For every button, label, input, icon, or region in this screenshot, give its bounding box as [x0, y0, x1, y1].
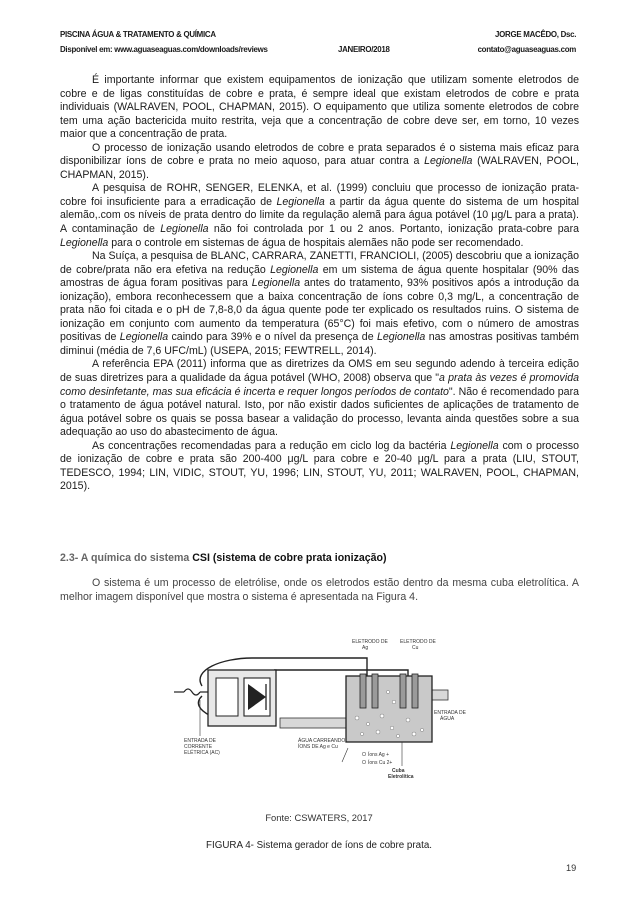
paragraph-3: A pesquisa de ROHR, SENGER, ELENKA, et al. (1999) concluiu que processo de ionização prata-cobre foi insuficiente para a erradicação de Legionella a partir da água quente do sistema de um hospital alemão,.com os níveis de prata dentro do limite da regulação alemã para água potável (10 μg/L para a prata). A contaminação de Legionella não foi controlada por 1 ou 2 anos. Portanto, ionização prata-cobre para Legionella para o controle em sistemas de água de hospitais alemães não pode ser recomendado. — [60, 182, 579, 249]
electrolytic-cell — [346, 676, 432, 742]
label-cu-2: Cu — [412, 645, 419, 651]
body-text — [60, 74, 579, 494]
header-publication: PISCINA ÁGUA & TRATAMENTO & QUÍMICA — [60, 29, 216, 39]
paragraph-5: A referência EPA (2011) informa que as diretrizes da OMS em seu segundo adendo à terceira edição de suas diretrizes para a qualidade da água potável (WHO, 2008) observa que "a prata às vezes é promovida como desinfetante, mas sua eficácia é incerta e requer longos períodos de contato". Não é recomendado para o tratamento de água potável natural. Isto, por não existir dados suficientes de aplicações de tratamento de água potável sobre os quais se possa basear a validação do processo, levanta ainda questões sobre a sua adequação ao uso do abastecimento de água. — [60, 358, 579, 439]
label-current-3: ELÉTRICA (AC) — [184, 750, 220, 756]
label-ag-2: Ag — [362, 645, 369, 651]
pipe-in — [430, 690, 448, 700]
figure-source: Fonte: CSWATERS, 2017 — [265, 812, 373, 823]
paragraph-4: Na Suíça, a pesquisa de BLANC, CARRARA, ZANETTI, FRANCIOLI, (2005) descobriu que a ionização de cobre/prata não era efetiva na redução Legionella em um sistema de água quente hospitalar (90% das amostras de água foram positivas para Legionella antes do tratamento, 93% positivos após a introdução da ionização), embora reconhecessem que a baixa concentração de íons cobre 0,3 mg/L, a concentração de prata não foi citada e o pH de 7,8-8,0 da água quente pode ter explicado os resultados ruins. O sistema de ionização em conjunto com aumento da temperatura (65°C) foi mais efetivo, com o número de amostras positivas de Legionella caindo para 39% e o nível da presença de Legionella nas amostras positivas também diminui (média de 7,6 UFC/mL) (USEPA, 2015; FEWTRELL, 2014). — [60, 250, 580, 357]
paragraph-6: As concentrações recomendadas para a redução em ciclo log da bactéria Legionella com o processo de ionização de cobre e prata são 200-400 μg/L para cobre e 20-40 μg/L para a prata (LIU, STOUT, TEDESCO, 1994; LIN, VIDIC, STOUT, YU, 1996; LIN, STOUT, YU, 2011; WALRAVEN, POOL, CHAPMAN, 2015). — [60, 439, 579, 493]
label-cuba-1: Cuba — [392, 768, 405, 774]
label-ion-cu: Íons Cu 2+ — [368, 760, 393, 766]
label-cuba-2: Eletrolítica — [388, 774, 414, 780]
label-cu-1: ELETRODO DE — [400, 639, 436, 645]
header-author: JORGE MACÊDO, Dsc. — [494, 29, 576, 39]
label-carry-1: ÁGUA CARREANDO — [298, 738, 346, 744]
header-date: JANEIRO/2018 — [338, 44, 390, 54]
label-ion-ag: Íons Ag + — [368, 752, 389, 758]
paragraph-1: É importante informar que existem equipamentos de ionização que utilizam somente eletrodos de cobre e de ligas constituídas de cobre e prata, é sempre ideal que existam eletrodos de cobre e prata individuais (WALRAVEN, POOL, CHAPMAN, 2015). O equipamento que utiliza somente eletrodos de cobre tem uma ação bactericida muito restrita, veja que a concentração de cobre deve ser, em torno, 10 vezes maior que a concentração de prata. — [60, 74, 579, 141]
electrode-cu-2 — [412, 674, 418, 708]
label-in-1: ENTRADA DE — [434, 710, 466, 716]
section-number: 2.3- A química do sistema — [60, 552, 193, 564]
header-availability: Disponível em: www.aguaseaguas.com/downloads/reviews — [60, 44, 268, 54]
figure-4-diagram — [162, 630, 474, 780]
label-current-2: CORRENTE — [184, 744, 213, 750]
page-number: 19 — [566, 863, 577, 873]
section-heading — [60, 552, 387, 564]
label-in-2: ÁGUA — [440, 716, 455, 722]
header-contact: contato@aguaseaguas.com — [477, 44, 576, 54]
electrode-ag-1 — [360, 674, 366, 708]
section-paragraph: O sistema é um processo de eletrólise, onde os eletrodos estão dentro da mesma cuba eletrolítica. A melhor imagem disponível que mostra o sistema é apresentada na Figura 4. — [60, 577, 579, 604]
section-title: CSI (sistema de cobre prata ionização) — [192, 552, 387, 564]
section-body — [60, 576, 579, 605]
electrode-cu-1 — [400, 674, 406, 708]
pipe-out — [280, 718, 346, 728]
label-ag-1: ELETRODO DE — [352, 639, 388, 645]
label-current-1: ENTRADA DE — [184, 738, 216, 744]
label-carry-2: ÍONS DE Ag e Cu — [298, 744, 338, 750]
electrode-ag-2 — [372, 674, 378, 708]
figure-caption: FIGURA 4- Sistema gerador de íons de cobre prata. — [206, 840, 432, 851]
ac-symbol — [184, 689, 200, 695]
paragraph-2: O processo de ionização usando eletrodos de cobre e prata separados é o sistema mais eficaz para disponibilizar íons de cobre e prata no meio aquoso, para atuar contra a Legionella (WALRAVEN, POOL, CHAPMAN, 2015). — [60, 141, 579, 181]
